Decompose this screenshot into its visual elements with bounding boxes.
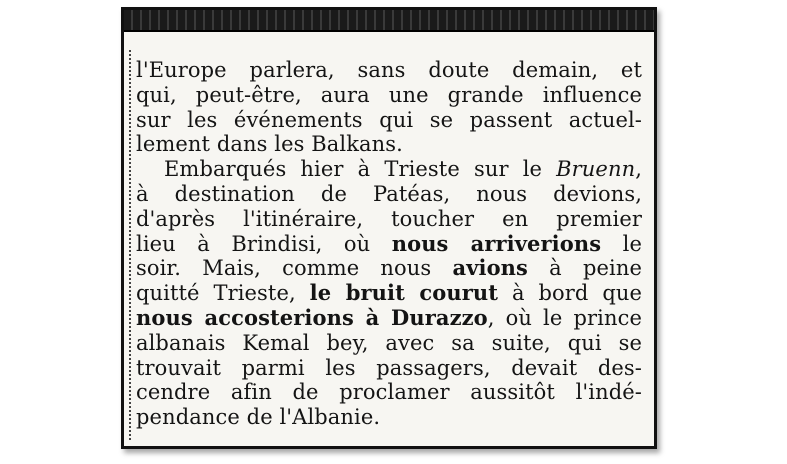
text-line-13: trouvait parmi les passagers, devait des- [136, 355, 642, 380]
text-line-7: d'après l'itinéraire, toucher en premier [136, 206, 642, 231]
text-line-2: qui, peut-être, aura une grande influence [136, 82, 642, 107]
text-line-3: sur les événements qui se passent actuel- [136, 107, 642, 132]
text-line-5: Embarqués hier à Trieste sur le Bruenn, [164, 157, 642, 182]
text-line-1: l'Europe parlera, sans doute demain, et [136, 58, 642, 82]
article-body [136, 58, 642, 430]
header-rule [124, 10, 654, 32]
text-line-4: lement dans les Balkans. [136, 132, 403, 157]
text-line-11: nous accosterions à Durazzo, où le prince [136, 304, 642, 330]
text-line-14: cendre afin de proclamer aussitôt l'indé- [136, 380, 642, 405]
text-line-8: lieu à Brindisi, où nous arriverions le [136, 230, 642, 256]
newspaper-clipping [121, 7, 657, 449]
text-line-9: soir. Mais, comme nous avions à peine [136, 255, 642, 281]
column-divider [129, 50, 133, 440]
text-line-12: albanais Kemal bey, avec sa suite, qui se [136, 330, 642, 355]
text-line-15: pendance de l'Albanie. [136, 405, 381, 430]
text-line-10: quitté Trieste, le bruit courut à bord que [136, 280, 643, 306]
text-line-6: à destination de Patéas, nous devions, [136, 181, 642, 206]
